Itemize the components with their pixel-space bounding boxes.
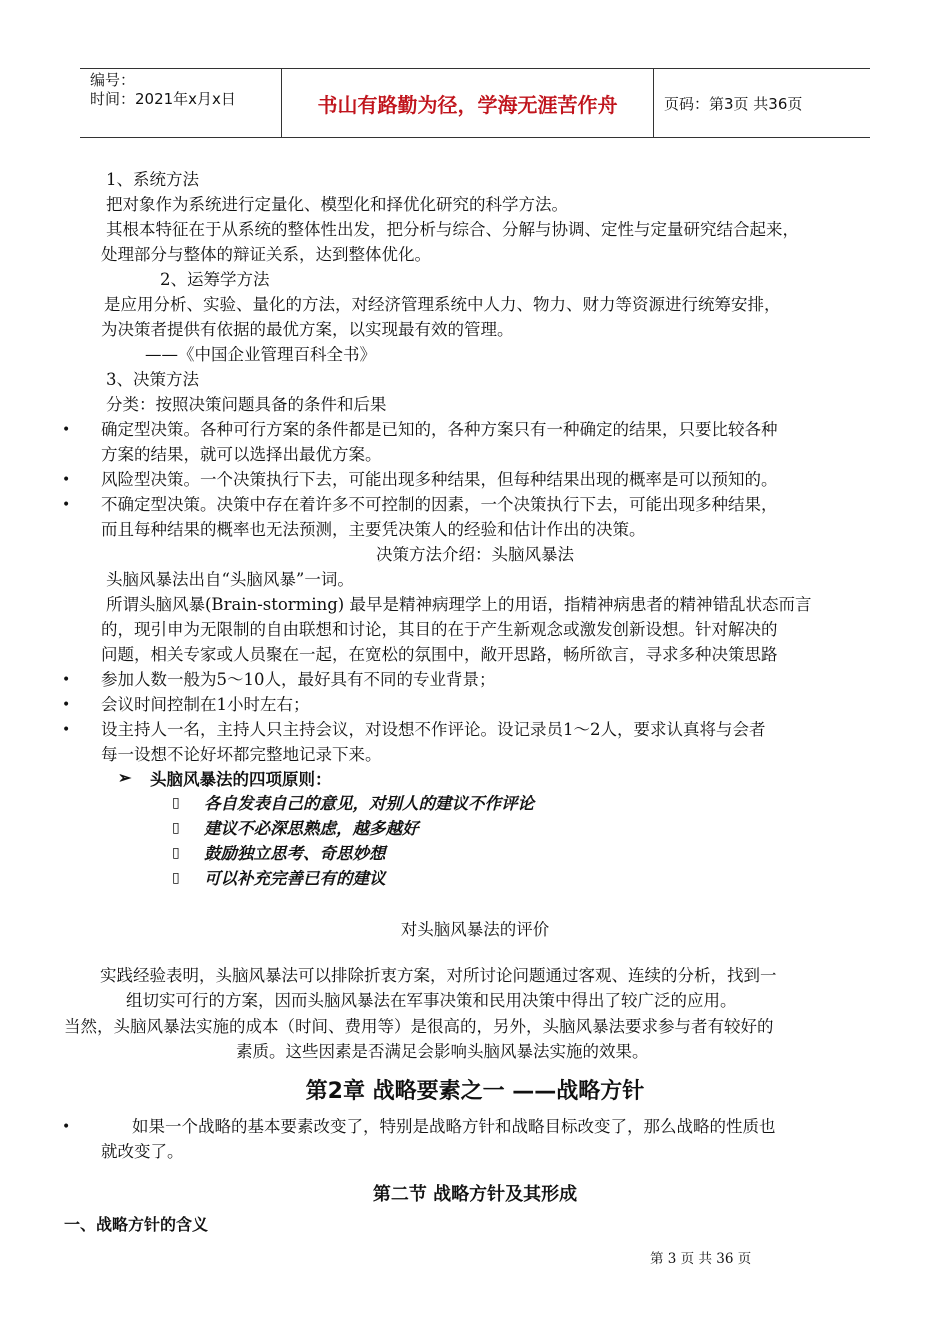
bullet-text: 就改变了。 (101, 1142, 184, 1161)
section-title: 第二节 战略方针及其形成 (372, 1184, 578, 1205)
number-label: 编号： (90, 71, 136, 89)
bullet-text: 如果一个战略的基本要素改变了，特别是战略方针和战略目标改变了，那么战略的性质也 (132, 1117, 776, 1136)
paragraph-line: 的，现引申为无限制的自由联想和讨论，其目的在于产生新观念或激发创新设想。针对解决的 (101, 620, 778, 639)
principle-item: 建议不必深思熟虑，越多越好 (204, 819, 419, 838)
square-bullet-icon: ▯ (172, 870, 180, 886)
chapter-title: 第2章 战略要素之一 ——战略方针 (305, 1079, 645, 1104)
bullet-icon: • (62, 697, 71, 713)
citation: ——《中国企业管理百科全书》 (145, 345, 376, 364)
subheading-brainstorming: 决策方法介绍：头脑风暴法 (376, 545, 574, 564)
date-label: 时间：2021年x月x日 (90, 90, 236, 108)
bullet-icon: • (62, 497, 71, 513)
paragraph-line: 分类：按照决策问题具备的条件和后果 (106, 395, 387, 414)
bullet-text: 设主持人一名，主持人只主持会议，对设想不作评论。设记录员1～2人，要求认真将与会者 (101, 720, 766, 739)
paragraph-line: 把对象作为系统进行定量化、模型化和择优化研究的科学方法。 (106, 195, 568, 214)
bullet-text: 不确定型决策。决策中存在着许多不可控制的因素，一个决策执行下去，可能出现多种结果， (101, 495, 778, 514)
header-page-label: 页码：第3页 共36页 (664, 94, 803, 113)
header-motto: 书山有路勤为径，学海无涯苦作舟 (282, 69, 654, 137)
bullet-text: 方案的结果，就可以选择出最优方案。 (101, 445, 382, 464)
paragraph-line: 其根本特征在于从系统的整体性出发，把分析与综合、分解与协调、定性与定量研究结合起来， (106, 220, 799, 239)
header-left-cell (80, 69, 282, 137)
bullet-icon: • (62, 672, 71, 688)
paragraph-line: 素质。这些因素是否满足会影响头脑风暴法实施的效果。 (236, 1042, 649, 1061)
principle-item: 鼓励独立思考、奇思妙想 (204, 844, 386, 863)
subheading-evaluation: 对头脑风暴法的评价 (400, 920, 550, 939)
bullet-icon: • (62, 472, 71, 488)
principle-item: 可以补充完善已有的建议 (204, 869, 386, 888)
page-footer: 第 3 页 共 36 页 (650, 1251, 752, 1267)
paragraph-line: 是应用分析、实验、量化的方法，对经济管理系统中人力、物力、财力等资源进行统筹安排， (104, 295, 781, 314)
principle-item: 各自发表自己的意见，对别人的建议不作评论 (204, 794, 534, 813)
paragraph-line: 为决策者提供有依据的最优方案，以实现最有效的管理。 (101, 320, 514, 339)
paragraph-line: 头脑风暴法出自“头脑风暴”一词。 (106, 570, 354, 589)
bullet-icon: • (62, 1119, 71, 1135)
bullet-icon: • (62, 722, 71, 738)
bullet-text: 风险型决策。一个决策执行下去，可能出现多种结果，但每种结果出现的概率是可以预知的。 (101, 470, 778, 489)
bullet-text: 每一设想不论好坏都完整地记录下来。 (101, 745, 382, 764)
paragraph-line: 问题，相关专家或人员聚在一起，在宽松的氛围中，敞开思路，畅所欲言，寻求多种决策思路 (101, 645, 778, 664)
paragraph-line: 组切实可行的方案，因而头脑风暴法在军事决策和民用决策中得出了较广泛的应用。 (126, 991, 737, 1010)
heading-operations-method: 2、运筹学方法 (160, 270, 270, 289)
bullet-text: 参加人数一般为5～10人，最好具有不同的专业背景； (101, 670, 496, 689)
bullet-icon: • (62, 422, 71, 438)
arrow-icon: ➢ (118, 768, 132, 787)
principles-title: 头脑风暴法的四项原则： (150, 770, 332, 789)
heading-system-method: 1、系统方法 (106, 170, 199, 189)
paragraph-line: 处理部分与整体的辩证关系，达到整体优化。 (101, 245, 431, 264)
paragraph-line: 实践经验表明，头脑风暴法可以排除折衷方案，对所讨论问题通过客观、连续的分析，找到一 (100, 966, 777, 985)
paragraph-line: 当然，头脑风暴法实施的成本（时间、费用等）是很高的，另外，头脑风暴法要求参与者有较好的 (64, 1017, 774, 1036)
square-bullet-icon: ▯ (172, 820, 180, 836)
subsection-title: 一、战略方针的含义 (64, 1215, 209, 1234)
bullet-text: 而且每种结果的概率也无法预测，主要凭决策人的经验和估计作出的决策。 (101, 520, 646, 539)
paragraph-line: 所谓头脑风暴(Brain-storming) 最早是精神病理学上的用语，指精神病患者的精神错乱状态而言 (106, 595, 812, 614)
square-bullet-icon: ▯ (172, 845, 180, 861)
heading-decision-method: 3、决策方法 (106, 370, 199, 389)
header-table (80, 68, 870, 138)
bullet-text: 会议时间控制在1小时左右； (101, 695, 310, 714)
bullet-text: 确定型决策。各种可行方案的条件都是已知的，各种方案只有一种确定的结果，只要比较各种 (101, 420, 778, 439)
square-bullet-icon: ▯ (172, 795, 180, 811)
